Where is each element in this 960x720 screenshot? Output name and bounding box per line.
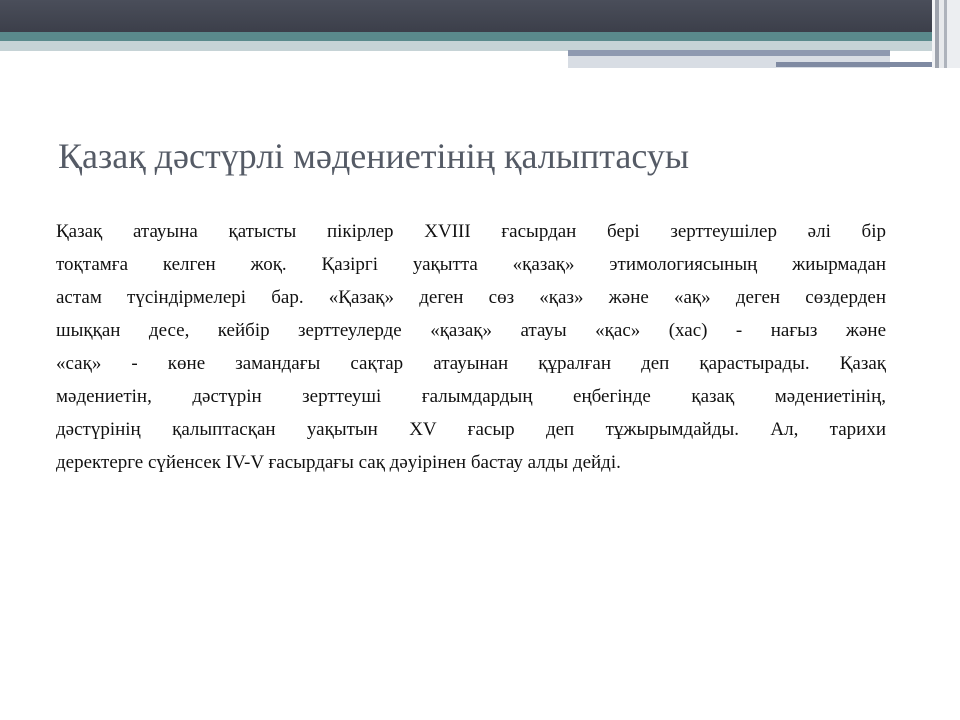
body-line: дәстүрінің қалыптасқан уақытын XV ғасыр деп тұжырымдайды. Ал, тарихи	[56, 419, 886, 440]
decor-band-lower	[776, 62, 942, 67]
body-line: шыққан десе, кейбір зерттеулерде «қазақ» атауы «қас» (хас) - нағыз және	[56, 320, 886, 341]
body-line: деректерге сүйенсек IV-V ғасырдағы сақ дәуірінен бастау алды дейді.	[56, 452, 621, 473]
decor-right-stripes	[932, 0, 960, 68]
body-line: «сақ» - көне замандағы сақтар атауынан құралған деп қарастырады. Қазақ	[56, 353, 886, 374]
header-dark-bar	[0, 0, 960, 32]
slide-body	[56, 215, 886, 479]
body-line: тоқтамға келген жоқ. Қазіргі уақытта «қазақ» этимологиясының жиырмадан	[56, 254, 886, 275]
body-line: мәдениетін, дәстүрін зерттеуші ғалымдардың еңбегінде қазақ мәдениетінің,	[56, 386, 886, 407]
body-line: Қазақ атауына қатысты пікірлер XVIII ғасырдан бері зерттеушілер әлі бір	[56, 221, 886, 242]
slide-title: Қазақ дәстүрлі мәдениетінің қалыптасуы	[58, 136, 690, 176]
body-line: астам түсіндірмелері бар. «Қазақ» деген сөз «қаз» және «ақ» деген сөздерден	[56, 287, 886, 308]
header-teal-stripe	[0, 32, 960, 41]
